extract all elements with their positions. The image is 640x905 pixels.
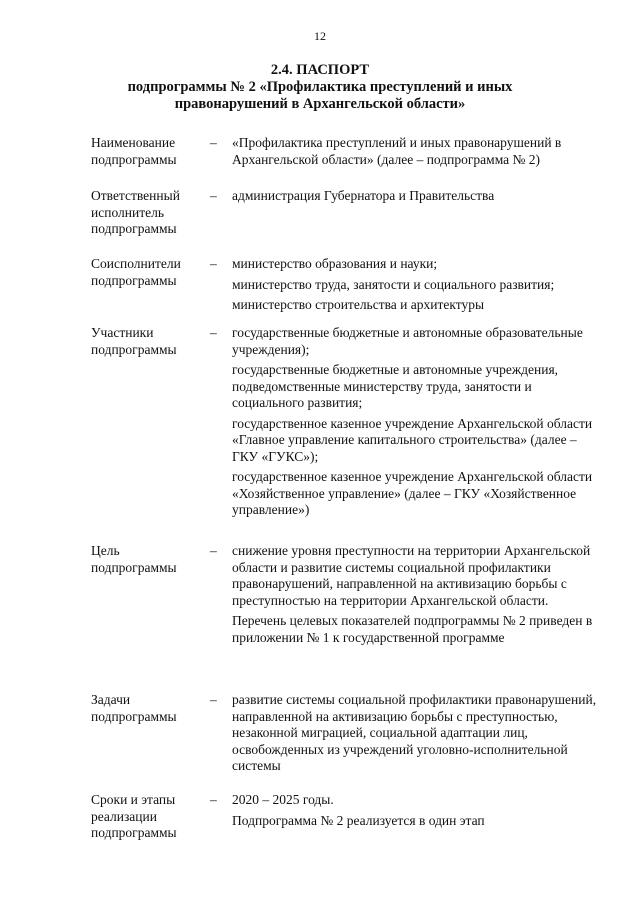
row-label xyxy=(91,256,203,289)
row-dash: – xyxy=(210,188,217,203)
row-paragraph: государственное казенное учреждение Архангельской области «Хозяйственное управление» (далее – ГКУ «Хозяйственное управление») xyxy=(232,469,593,517)
row-label xyxy=(91,692,203,725)
row-paragraph: Перечень целевых показателей подпрограммы № 2 приведен в приложении № 1 к государственной программе xyxy=(232,613,593,645)
row-content xyxy=(232,792,602,829)
row-paragraph: министерство образования и науки; xyxy=(232,256,438,271)
title-line-3: правонарушений в Архангельской области» xyxy=(174,96,466,112)
row-dash: – xyxy=(210,543,217,558)
row-label-line: Задачи xyxy=(91,692,131,707)
row-paragraph: развитие системы социальной профилактики правонарушений, направленной на активизацию борьбы с преступностью, незаконной миграцией, социальной адаптации лиц, освобожденных из учреждений уголовно-исполнительной системы xyxy=(232,692,597,773)
row-paragraph: Подпрограмма № 2 реализуется в один этап xyxy=(232,812,485,828)
row-label xyxy=(91,135,203,168)
row-paragraph: государственные бюджетные и автономные образовательные учреждения); xyxy=(232,325,583,357)
row-paragraph: государственное казенное учреждение Архангельской области «Главное управление капитального строительства» (далее – ГКУ «ГУКС»); xyxy=(232,415,593,464)
row-dash: – xyxy=(210,692,217,707)
row-label xyxy=(91,543,203,576)
row-label-line: подпрограммы xyxy=(91,151,177,167)
row-dash: – xyxy=(210,135,217,150)
section-title xyxy=(0,62,640,113)
row-label xyxy=(91,188,203,238)
row-label-line: реализации xyxy=(91,808,157,824)
row-paragraph: администрация Губернатора и Правительства xyxy=(232,188,495,203)
row-label-line: Цель xyxy=(91,543,120,558)
title-line-1: 2.4. ПАСПОРТ xyxy=(270,62,370,78)
row-content xyxy=(232,188,602,205)
row-dash: – xyxy=(210,325,217,340)
row-paragraph: министерство труда, занятости и социального развития; xyxy=(232,276,555,292)
row-label-line: подпрограммы xyxy=(91,825,177,840)
row-label-line: Участники xyxy=(91,325,154,340)
row-label-line: Соисполнители xyxy=(91,256,181,271)
row-paragraph: снижение уровня преступности на территории Архангельской области и развитие системы социальной профилактики правонарушений, направленной на активизацию борьбы с преступностью на территории Архангельской области. xyxy=(232,543,591,608)
row-paragraph: 2020 – 2025 годы. xyxy=(232,792,334,807)
row-label-line: подпрограммы xyxy=(91,341,177,357)
row-dash: – xyxy=(210,256,217,271)
row-content xyxy=(232,325,602,519)
row-paragraph: государственные бюджетные и автономные учреждения, подведомственные министерству труда, занятости и социального развития; xyxy=(232,362,559,410)
row-content xyxy=(232,135,602,168)
row-label-line: Сроки и этапы xyxy=(91,792,176,807)
row-label-line: подпрограммы xyxy=(91,272,177,288)
row-content xyxy=(232,543,602,646)
row-paragraph: министерство строительства и архитектуры xyxy=(232,297,485,312)
row-dash: – xyxy=(210,792,217,807)
row-content xyxy=(232,692,602,775)
row-label-line: подпрограммы xyxy=(91,708,177,724)
row-label-line: исполнитель xyxy=(91,204,164,220)
page-number: 12 xyxy=(314,29,326,43)
row-label-line: подпрограммы xyxy=(91,559,177,575)
row-label-line: Ответственный xyxy=(91,188,180,203)
row-label-line: Наименование xyxy=(91,135,176,150)
row-label xyxy=(91,325,203,358)
row-content xyxy=(232,256,602,314)
row-label-line: подпрограммы xyxy=(91,221,177,236)
row-label xyxy=(91,792,203,842)
row-paragraph: «Профилактика преступлений и иных правонарушений в Архангельской области» (далее – подпрограмма № 2) xyxy=(232,135,562,167)
title-line-2: подпрограммы № 2 «Профилактика преступлений и иных xyxy=(127,79,513,95)
